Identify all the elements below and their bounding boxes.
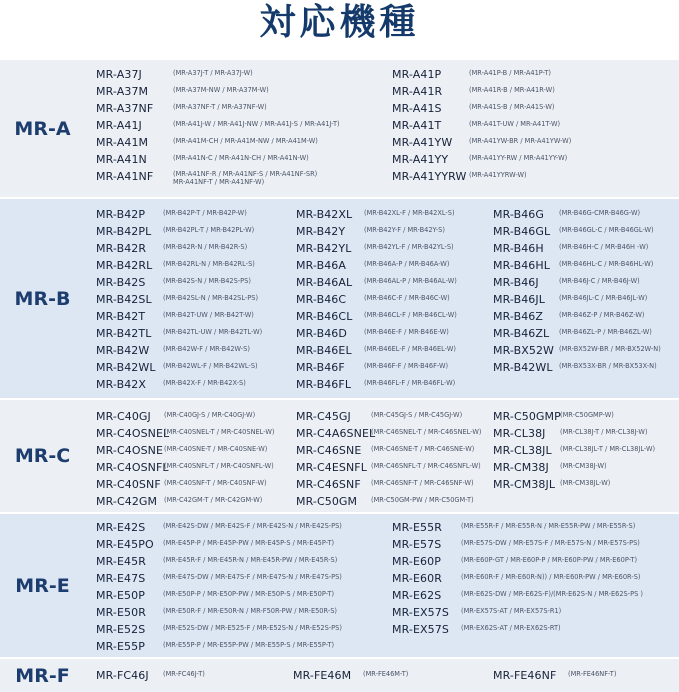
model-name: MR-A41NF	[96, 170, 154, 183]
model-variants	[559, 328, 652, 336]
model-variants	[469, 86, 555, 94]
model-name: MR-B46ZL	[493, 327, 550, 340]
model-name: MR-C4OSNE	[96, 444, 164, 457]
model-name: MR-CM38JL	[493, 478, 556, 491]
model-variants	[163, 624, 342, 632]
variants-line: (MR-B46AL-P / MR-B46AL-W)	[364, 277, 457, 285]
model-name: MR-C4OSNFL	[96, 461, 169, 474]
model-list	[85, 400, 679, 512]
model-name: MR-B46FL	[296, 378, 352, 391]
model-variants	[173, 86, 269, 94]
model-name: MR-A41YY	[392, 153, 449, 166]
model-variants	[371, 462, 481, 470]
variants-line: (MR-C50GM-PW / MR-C50GM-T)	[371, 496, 474, 504]
variants-line: (MR-E55R-F / MR-E55R-N / MR-E55R-PW / MR-E55R-S)	[461, 522, 636, 530]
model-name: MR-CL38J	[493, 427, 546, 440]
model-name: MR-C4OSNEL	[96, 427, 170, 440]
model-name: MR-B46HL	[493, 259, 551, 272]
model-variants	[163, 294, 258, 302]
model-name: MR-B42PL	[96, 225, 152, 238]
model-name: MR-B42TL	[96, 327, 152, 340]
variants-line: (MR-FC46J-T)	[163, 670, 205, 678]
model-variants	[559, 311, 644, 319]
variants-line: (MR-B46HL-C / MR-B46HL-W)	[559, 260, 654, 268]
variants-line: (MR-B46CL-F / MR-B46CL-W)	[364, 311, 457, 319]
series-label: MR-A	[0, 60, 85, 197]
model-variants	[173, 69, 253, 77]
variants-line: (MR-B46G-CMR-B46G-W)	[559, 209, 641, 217]
variants-line: (MR-E55P-P / MR-E55P-PW / MR-E55P-S / MR-E55P-T)	[163, 641, 335, 649]
model-name: MR-B46GL	[493, 225, 551, 238]
model-name: MR-E45PO	[96, 538, 154, 551]
variants-line: (MR-C40SNF-T / MR-C40SNF-W)	[164, 479, 267, 487]
variants-line: (MR-B46JL-C / MR-B46JL-W)	[559, 294, 648, 302]
model-name: MR-B46J	[493, 276, 539, 289]
model-variants	[559, 294, 647, 302]
model-name: MR-B42Y	[296, 225, 346, 238]
model-variants	[164, 445, 267, 453]
model-name: MR-CM38J	[493, 461, 549, 474]
model-variants	[363, 670, 408, 678]
variants-line: (MR-E45R-F / MR-E45R-N / MR-E45R-PW / MR-E45R-S)	[163, 556, 338, 564]
model-name: MR-E55R	[392, 521, 442, 534]
model-name: MR-E57S	[392, 538, 442, 551]
model-name: MR-CL38JL	[493, 444, 552, 457]
model-variants	[461, 607, 561, 615]
variants-line: (MR-E57S-DW / MR-E57S-F / MR-E57S-N / MR-E57S-PS)	[461, 539, 640, 547]
variants-line: (MR-B42WL-F / MR-B42WL-S)	[163, 362, 258, 370]
model-variants	[173, 120, 340, 128]
variants-line: (MR-B42RL-N / MR-B42RL-S)	[163, 260, 255, 268]
model-variants	[559, 226, 654, 234]
section-mr-c	[0, 400, 679, 512]
model-variants	[560, 462, 607, 470]
model-name: MR-A41N	[96, 153, 147, 166]
section-mr-f	[0, 659, 679, 692]
variants-line: (MR-B46ZL-P / MR-B46ZL-W)	[559, 328, 652, 336]
variants-line: (MR-C40GJ-S / MR-C40GJ-W)	[164, 411, 256, 419]
variants-line: (MR-B46EL-F / MR-B46EL-W)	[364, 345, 456, 353]
variants-line: (MR-E60R-F / MR-E60R-N)) / MR-E60R-PW / MR-E60R-S)	[461, 573, 641, 581]
model-variants	[163, 539, 334, 547]
variants-line: (MR-C46SNF-T / MR-C46SNF-W)	[371, 479, 474, 487]
model-variants	[560, 428, 648, 436]
model-variants	[163, 328, 262, 336]
model-variants	[461, 573, 640, 581]
variants-line: (MR-A37NF-T / MR-A37NF-W)	[173, 103, 267, 111]
variants-line: (MR-A41N-C / MR-A41N-CH / MR-A41N-W)	[173, 154, 309, 162]
model-name: MR-B42WL	[493, 361, 553, 374]
model-variants	[469, 103, 555, 111]
variants-line: (MR-A37M-NW / MR-A37M-W)	[173, 86, 269, 94]
variants-line: (MR-CM38JL-W)	[560, 479, 611, 487]
model-variants	[163, 641, 334, 649]
model-name: MR-A37M	[96, 85, 149, 98]
model-name: MR-B46AL	[296, 276, 353, 289]
model-variants	[364, 294, 450, 302]
variants-line: (MR-B42P-T / MR-B42P-W)	[163, 209, 247, 217]
variants-line: (MR-C40SNE-T / MR-C40SNE-W)	[164, 445, 268, 453]
variants-line: (MR-C40SNEL-T / MR-C40SNEL-W)	[164, 428, 275, 436]
model-variants	[364, 243, 454, 251]
series-label: MR-C	[0, 400, 85, 512]
variants-line: (MR-CL38JL-T / MR-CL38JL-W)	[560, 445, 656, 453]
model-name: MR-C4ESNFL	[296, 461, 367, 474]
variants-line: (MR-E50P-P / MR-E50P-PW / MR-E50P-S / MR-E50P-T)	[163, 590, 335, 598]
variants-line: (MR-A41P-B / MR-A41P-T)	[469, 69, 551, 77]
model-variants	[163, 226, 254, 234]
model-variants	[364, 311, 457, 319]
model-variants	[559, 362, 657, 370]
model-name: MR-E60R	[392, 572, 442, 585]
model-name: MR-A41P	[392, 68, 442, 81]
model-variants	[559, 260, 653, 268]
variants-line: (MR-A41S-B / MR-A41S-W)	[469, 103, 555, 111]
model-variants	[364, 277, 457, 285]
model-variants	[469, 137, 571, 145]
model-name: MR-EX57S	[392, 623, 449, 636]
section-mr-b	[0, 199, 679, 398]
variants-line: (MR-E62S-DW / MR-E62S-F)/(MR-E62S-N / MR-E62S-PS )	[461, 590, 643, 598]
model-variants	[371, 479, 474, 487]
variants-line: (MR-A41YW-BR / MR-A41YW-W)	[469, 137, 572, 145]
variants-line: (MR-B46Z-P / MR-B46Z-W)	[559, 311, 645, 319]
variants-line: (MR-B42S-N / MR-B42S-PS)	[163, 277, 251, 285]
model-name: MR-B42SL	[96, 293, 152, 306]
model-variants	[163, 573, 342, 581]
section-mr-a	[0, 60, 679, 197]
model-name: MR-B46G	[493, 208, 545, 221]
variants-line: (MR-C45GJ-S / MR-C45GJ-W)	[371, 411, 463, 419]
variants-line: (MR-B42SL-N / MR-B42SL-PS)	[163, 294, 259, 302]
model-variants	[461, 624, 561, 632]
model-variants	[559, 209, 640, 217]
model-variants	[163, 277, 251, 285]
model-variants	[559, 243, 648, 251]
model-variants	[163, 345, 250, 353]
model-name: MR-E45R	[96, 555, 146, 568]
model-variants	[560, 411, 614, 419]
variants-line: (MR-B42TL-UW / MR-B42TL-W)	[163, 328, 263, 336]
model-name: MR-B46F	[296, 361, 345, 374]
model-variants	[461, 539, 640, 547]
model-variants	[173, 154, 309, 162]
variants-line: (MR-A41T-UW / MR-A41T-W)	[469, 120, 561, 128]
model-name: MR-EX57S	[392, 606, 449, 619]
model-variants	[568, 670, 616, 678]
page-title: 対応機種	[259, 2, 420, 43]
model-name: MR-FE46M	[293, 669, 352, 682]
model-variants	[371, 411, 462, 419]
variants-line: (MR-B42PL-T / MR-B42PL-W)	[163, 226, 255, 234]
model-variants	[469, 154, 567, 162]
model-list	[85, 514, 679, 657]
model-name: MR-C46SNE	[296, 444, 362, 457]
variants-line: (MR-B46FL-F / MR-B46FL-W)	[364, 379, 456, 387]
model-name: MR-C46SNF	[296, 478, 361, 491]
variants-line: (MR-B46GL-C / MR-B46GL-W)	[559, 226, 654, 234]
variants-line: (MR-E42S-DW / MR-E42S-F / MR-E42S-N / MR-E42S-PS)	[163, 522, 342, 530]
model-name: MR-C50GMP	[493, 410, 561, 423]
model-variants	[163, 311, 254, 319]
variants-line: (MR-EX57S-AT / MR-EX57S-R1)	[461, 607, 562, 615]
model-variants	[469, 120, 560, 128]
model-name: MR-B42R	[96, 242, 147, 255]
model-variants	[461, 556, 637, 564]
model-name: MR-E50P	[96, 589, 145, 602]
model-name: MR-B46CL	[296, 310, 353, 323]
model-variants	[364, 260, 449, 268]
variants-line: (MR-BX53X-BR / MR-BX53X-N)	[559, 362, 657, 370]
model-name: MR-E50R	[96, 606, 146, 619]
model-variants	[163, 362, 258, 370]
model-name: MR-A41YYRW	[392, 170, 467, 183]
model-name: MR-C40SNF	[96, 478, 161, 491]
model-name: MR-C40GJ	[96, 410, 151, 423]
model-name: MR-B42X	[96, 378, 147, 391]
variants-line: (MR-B42T-UW / MR-B42T-W)	[163, 311, 254, 319]
model-name: MR-B42W	[96, 344, 150, 357]
variants-line: (MR-C50GMP-W)	[560, 411, 614, 419]
model-variants	[164, 462, 274, 470]
series-label: MR-E	[0, 514, 85, 657]
model-name: MR-B46D	[296, 327, 347, 340]
variants-line: (MR-B46H-C / MR-B46H -W)	[559, 243, 649, 251]
variants-line: (MR-FE46M-T)	[363, 670, 409, 678]
model-name: MR-E55P	[96, 640, 145, 653]
model-list	[85, 659, 679, 692]
model-variants	[163, 607, 337, 615]
model-variants	[163, 590, 334, 598]
model-variants	[560, 445, 655, 453]
variants-line: (MR-B42R-N / MR-B42R-S)	[163, 243, 248, 251]
variants-line: (MR-B46J-C / MR-B46J-W)	[559, 277, 640, 285]
variants-line: (MR-C46SNE-T / MR-C46SNE-W)	[371, 445, 475, 453]
model-name: MR-B42WL	[96, 361, 156, 374]
variants-line: (MR-B42YL-F / MR-B42YL-S)	[364, 243, 454, 251]
series-label: MR-B	[0, 199, 85, 398]
variants-line: (MR-C42GM-T / MR-C42GM-W)	[164, 496, 263, 504]
model-name: MR-A41R	[392, 85, 443, 98]
model-name: MR-B42RL	[96, 259, 153, 272]
variants-line: (MR-B46A-P / MR-B46A-W)	[364, 260, 450, 268]
model-name: MR-A37J	[96, 68, 142, 81]
model-variants	[164, 411, 255, 419]
model-variants	[163, 243, 247, 251]
model-list	[85, 60, 679, 197]
model-name: MR-BX52W	[493, 344, 555, 357]
model-variants	[173, 170, 317, 186]
model-name: MR-C42GM	[96, 495, 158, 508]
model-variants	[469, 69, 551, 77]
model-variants	[163, 522, 342, 530]
model-name: MR-A41T	[392, 119, 442, 132]
model-name: MR-B46JL	[493, 293, 545, 306]
model-variants	[164, 428, 274, 436]
model-variants	[461, 590, 643, 598]
model-variants	[371, 445, 474, 453]
model-name: MR-A41YW	[392, 136, 453, 149]
variants-line: (MR-EX62S-AT / MR-EX62S-RT)	[461, 624, 561, 632]
variants-line: (MR-E52S-DW / MR-E525-F / MR-E52S-N / MR-E52S-PS)	[163, 624, 342, 632]
model-list	[85, 199, 679, 398]
variants-line: (MR-E47S-DW / MR-E47S-F / MR-E47S-N / MR-E47S-PS)	[163, 573, 342, 581]
model-name: MR-B42XL	[296, 208, 353, 221]
variants-line: (MR-B42W-F / MR-B42W-S)	[163, 345, 250, 353]
variants-line: (MR-FE46NF-T)	[568, 670, 617, 678]
model-name: MR-B46EL	[296, 344, 352, 357]
variants-line: (MR-E50R-F / MR-E50R-N / MR-F50R-PW / MR-E50R-S)	[163, 607, 337, 615]
variants-line: (MR-A41YYRW-W)	[469, 171, 527, 179]
model-name: MR-B42YL	[296, 242, 352, 255]
model-name: MR-FC46J	[96, 669, 149, 682]
model-variants	[461, 522, 635, 530]
variants-line: (MR-A41R-B / MR-A41R-W)	[469, 86, 555, 94]
model-name: MR-C45GJ	[296, 410, 351, 423]
variants-line-2: MR-A41NF-T / MR-A41NF-W)	[173, 178, 265, 186]
section-mr-e	[0, 514, 679, 657]
model-name: MR-B42S	[96, 276, 146, 289]
model-variants	[364, 226, 445, 234]
model-variants	[173, 137, 318, 145]
variants-line: (MR-CM38J-W)	[560, 462, 607, 470]
series-label: MR-F	[0, 659, 85, 692]
model-variants	[173, 103, 267, 111]
variants-line: (MR-A41M-CH / MR-A41M-NW / MR-A41M-W)	[173, 137, 318, 145]
model-variants	[364, 379, 455, 387]
model-name: MR-B46H	[493, 242, 544, 255]
variants-line: (MR-A41YY-RW / MR-A41YY-W)	[469, 154, 568, 162]
variants-line: (MR-A41NF-R / MR-A41NF-S / MR-A41NF-SR)	[173, 170, 318, 178]
model-variants	[164, 479, 267, 487]
model-name: MR-C50GM	[296, 495, 358, 508]
model-name: MR-A41J	[96, 119, 142, 132]
model-variants	[560, 479, 610, 487]
model-name: MR-E47S	[96, 572, 146, 585]
variants-line: (MR-C46SNFL-T / MR-C46SNFL-W)	[371, 462, 481, 470]
model-name: MR-E60P	[392, 555, 441, 568]
variants-line: (MR-B46E-F / MR-B46E-W)	[364, 328, 449, 336]
variants-line: (MR-B42X-F / MR-B42X-S)	[163, 379, 246, 387]
variants-line: (MR-BX52W-BR / MR-BX52W-N)	[559, 345, 661, 353]
model-variants	[364, 345, 456, 353]
variants-line: (MR-A37J-T / MR-A37J-W)	[173, 69, 253, 77]
variants-line: (MR-E45P-P / MR-E45P-PW / MR-E45P-S / MR-E45P-T)	[163, 539, 335, 547]
model-variants	[163, 260, 255, 268]
model-variants	[364, 209, 455, 217]
model-name: MR-C4A6SNEL	[296, 427, 376, 440]
variants-line: (MR-E60P-GT / MR-E60P-P / MR-E60P-PW / MR-E60P-T)	[461, 556, 638, 564]
model-variants	[469, 171, 527, 179]
model-variants	[163, 556, 337, 564]
variants-line: (MR-B42XL-F / MR-B42XL-S)	[364, 209, 455, 217]
model-name: MR-E62S	[392, 589, 442, 602]
model-variants	[559, 277, 640, 285]
variants-line: (MR-B42Y-F / MR-B42Y-S)	[364, 226, 445, 234]
model-name: MR-B42T	[96, 310, 146, 323]
model-variants	[163, 209, 247, 217]
model-name: MR-B46C	[296, 293, 347, 306]
model-name: MR-E52S	[96, 623, 146, 636]
model-name: MR-E42S	[96, 521, 146, 534]
model-name: MR-A41S	[392, 102, 442, 115]
variants-line: (MR-C46SNEL-T / MR-C46SNEL-W)	[371, 428, 482, 436]
variants-line: (MR-C40SNFL-T / MR-C40SNFL-W)	[164, 462, 274, 470]
model-variants	[364, 362, 448, 370]
model-name: MR-B42P	[96, 208, 146, 221]
model-variants	[163, 670, 205, 678]
variants-line: (MR-CL38J-T / MR-CL38J-W)	[560, 428, 648, 436]
model-name: MR-B46Z	[493, 310, 544, 323]
model-variants	[163, 379, 246, 387]
model-name: MR-A37NF	[96, 102, 154, 115]
model-variants	[364, 328, 449, 336]
variants-line: (MR-B46F-F / MR-B46F-W)	[364, 362, 449, 370]
model-name: MR-FE46NF	[493, 669, 557, 682]
variants-line: (MR-A41J-W / MR-A41J-NW / MR-A41J-S / MR-A41J-T)	[173, 120, 340, 128]
variants-line: (MR-B46C-F / MR-B46C-W)	[364, 294, 450, 302]
model-variants	[164, 496, 262, 504]
model-variants	[371, 428, 481, 436]
model-variants	[559, 345, 661, 353]
model-variants	[371, 496, 474, 504]
model-name: MR-A41M	[96, 136, 149, 149]
model-name: MR-B46A	[296, 259, 347, 272]
